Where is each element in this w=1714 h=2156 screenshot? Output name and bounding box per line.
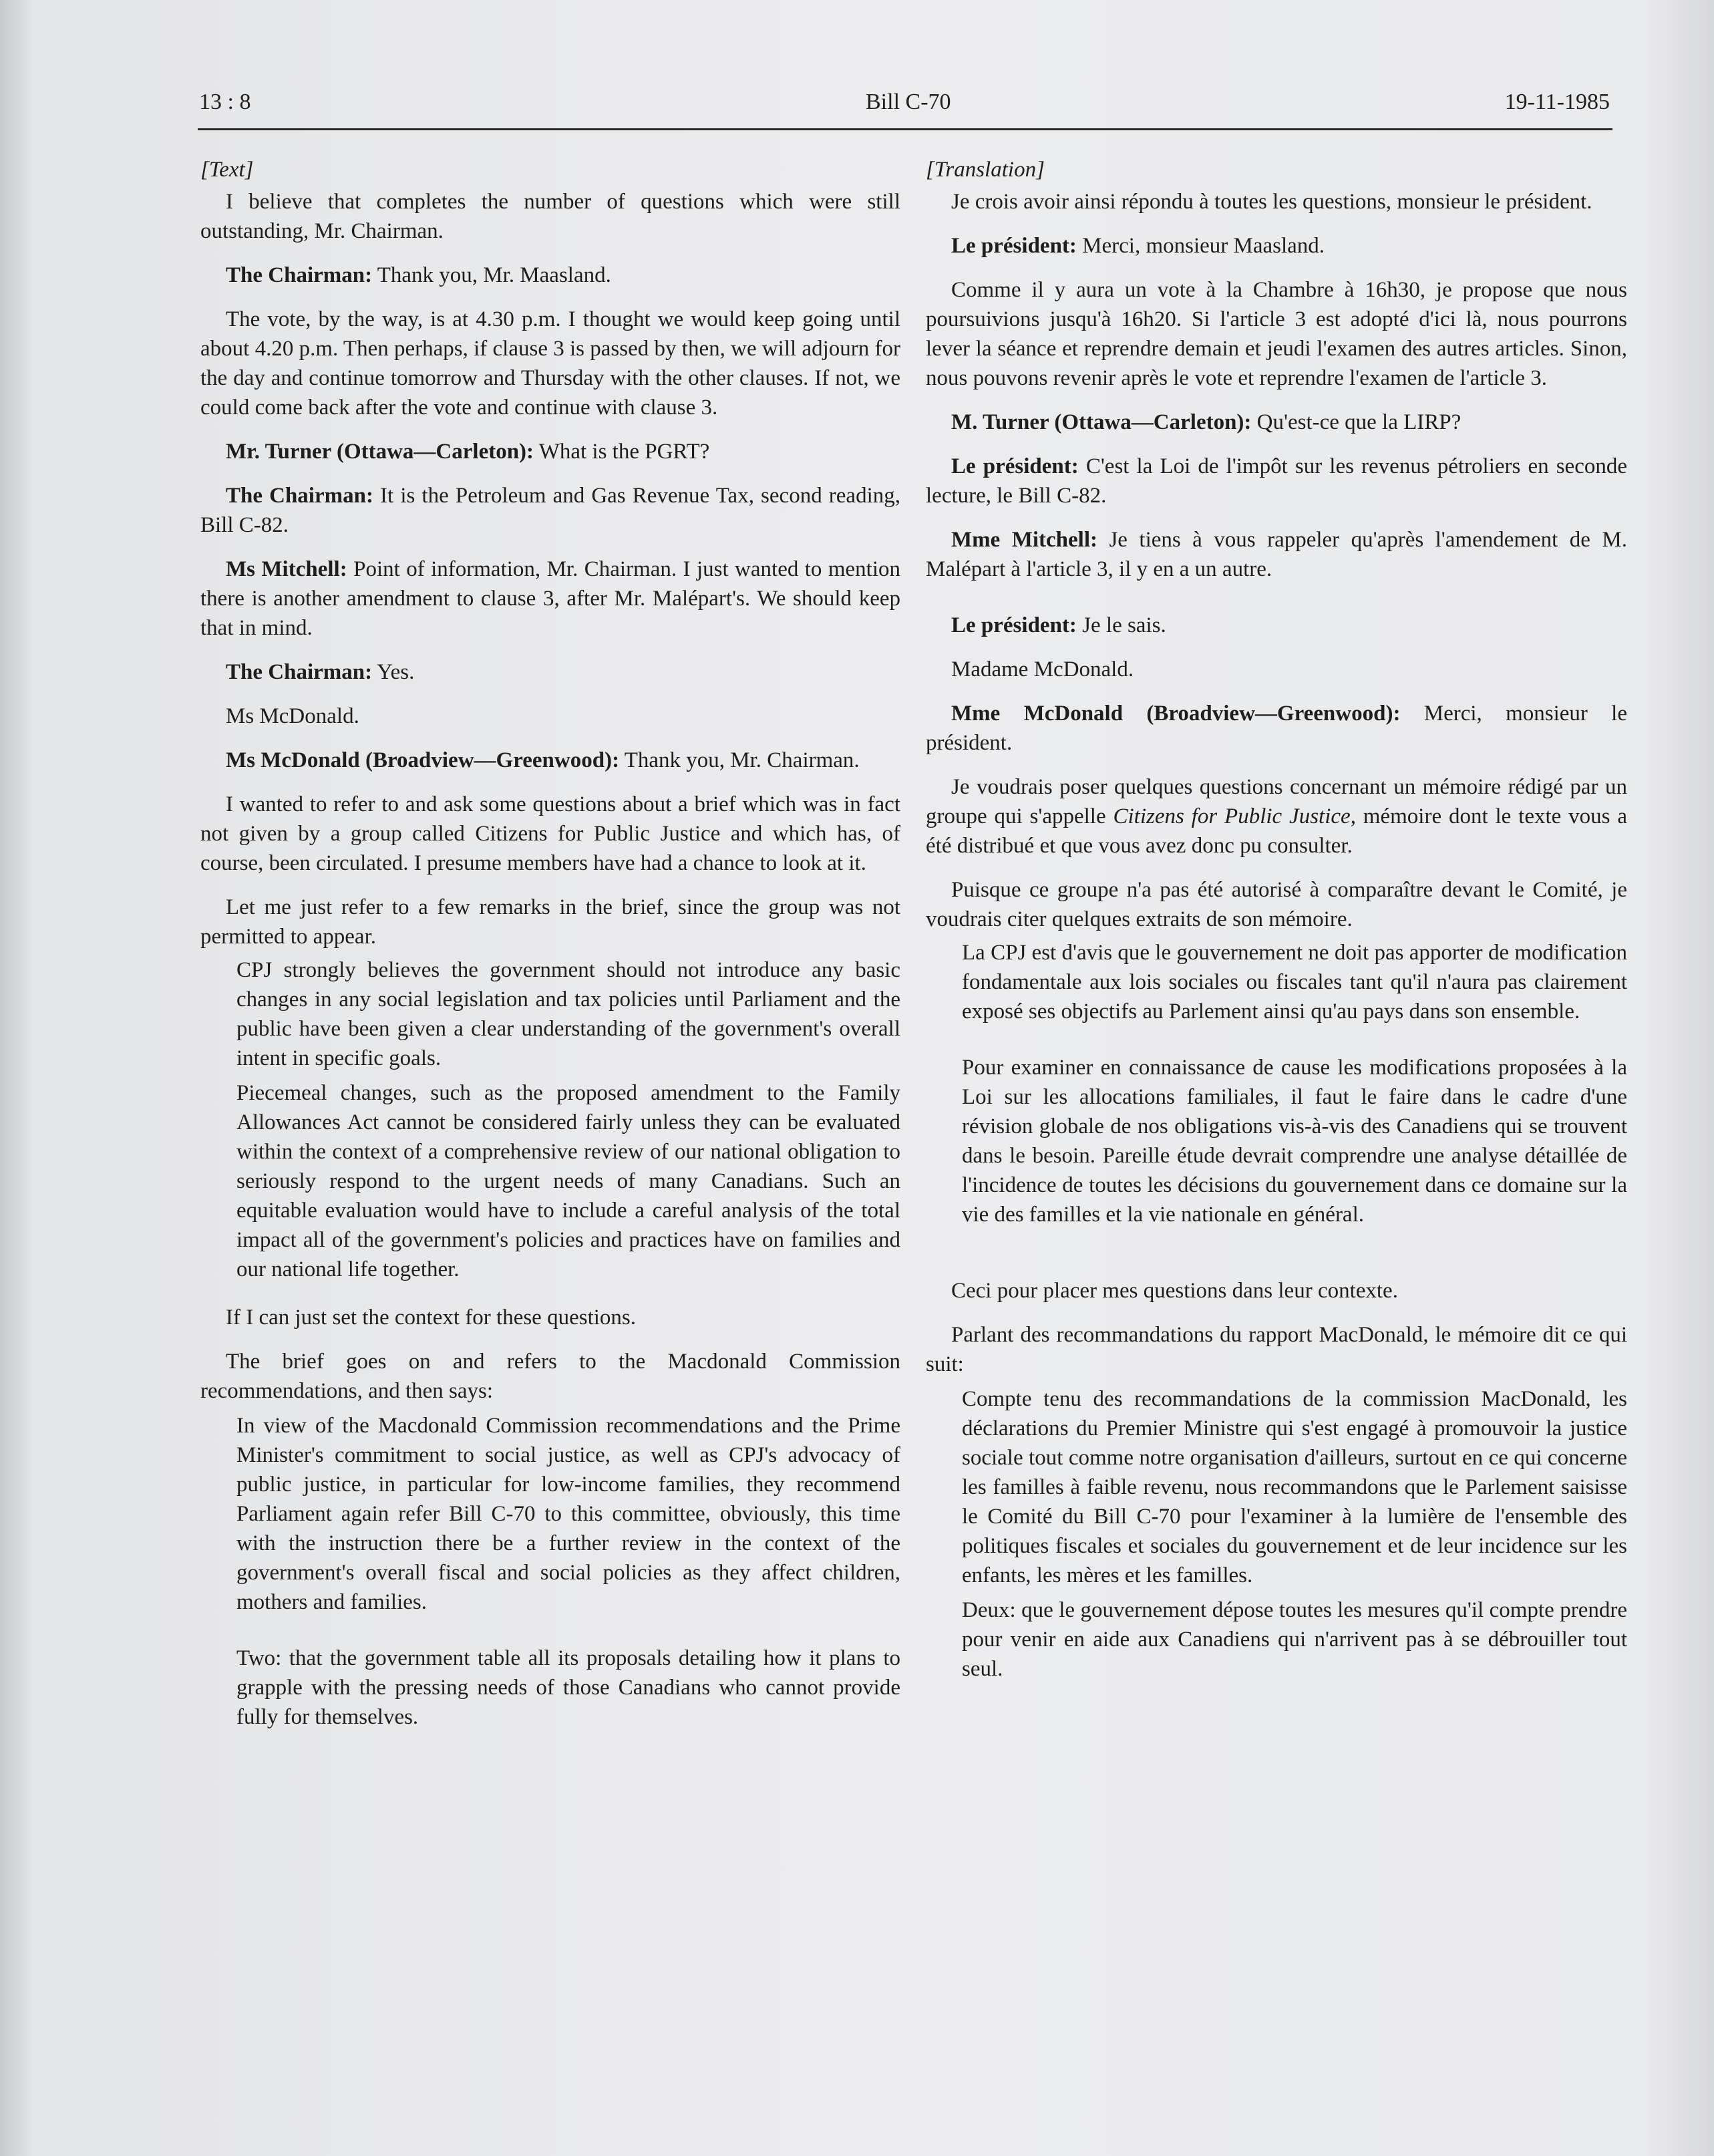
block-quote: In view of the Macdonald Commission recommendations and the Prime Minister's commitment to social justice, as well as CPJ's advocacy of public justice, in particular for low-income families, they recommend Parliament again refer Bill C-70 to this committee, obviously, this time with the instruction there be a further review in the context of the government's overall fiscal and social policies as they affect children, mothers and families. bbox=[236, 1414, 900, 1614]
paragraph: The Chairman: Yes. bbox=[226, 660, 415, 684]
paragraph: Je voudrais poser quelques questions concernant un mémoire rédigé par un groupe qui s'appelle Citizens for Public Justice, mémoire dont le texte vous a été distribué et que vous avez donc pu consulter. bbox=[926, 775, 1628, 858]
speaker-name: Mme McDonald (Broadview—Greenwood): bbox=[951, 702, 1401, 726]
paragraph: The vote, by the way, is at 4.30 p.m. I thought we would keep going until about 4.20 p.m. Then perhaps, if clause 3 is passed by then, we will adjourn for the day and continue tomorrow and Thursday with the other clauses. If not, we could come back after the vote and continue with clause 3. bbox=[200, 307, 900, 420]
paragraph: Comme il y aura un vote à la Chambre à 16h30, je propose que nous poursuivions jusqu'à 16h20. Si l'article 3 est adopté d'ici là, nous pourrons lever la séance et reprendre demain et jeudi l'examen des autres articles. Sinon, nous pouvons revenir après le vote et reprendre l'examen de l'article 3. bbox=[926, 278, 1627, 390]
paragraph: If I can just set the context for these questions. bbox=[226, 1305, 636, 1330]
paragraph: Mme Mitchell: Je tiens à vous rappeler qu'après l'amendement de M. Malépart à l'article 3, il y en a un autre. bbox=[926, 528, 1627, 581]
section-label: [Translation] bbox=[926, 158, 1045, 182]
paragraph: The Chairman: Thank you, Mr. Maasland. bbox=[226, 263, 611, 287]
page-header bbox=[198, 82, 1612, 130]
block-quote: Two: that the government table all its proposals detailing how it plans to grapple with the pressing needs of those Canadians who cannot provide fully for themselves. bbox=[236, 1646, 900, 1729]
document-title: Bill C-70 bbox=[866, 90, 951, 114]
speaker-name: M. Turner (Ottawa—Carleton): bbox=[951, 410, 1252, 434]
block-quote: Pour examiner en connaissance de cause les modifications proposées à la Loi sur les allocations familiales, il faut le faire dans le cadre d'une révision globale de nos obligations vis-à-vis des Canadiens qui se trouvent dans le besoin. Pareille étude devrait comprendre une analyse détaillée de l'incidence de toutes les décisions du gouvernement dans ce domaine sur la vie des familles et la vie nationale en général. bbox=[962, 1056, 1627, 1227]
speaker-name: The Chairman: bbox=[226, 484, 373, 508]
paragraph: Parlant des recommandations du rapport MacDonald, le mémoire dit ce qui suit: bbox=[926, 1323, 1627, 1376]
french-column bbox=[926, 155, 1627, 1689]
document-date: 19-11-1985 bbox=[1504, 90, 1610, 114]
paragraph: Mme McDonald (Broadview—Greenwood): Merci, monsieur le président. bbox=[926, 702, 1627, 755]
speaker-name: Ms Mitchell: bbox=[226, 557, 347, 581]
block-quote: CPJ strongly believes the government should not introduce any basic changes in any social legislation and tax policies until Parliament and the public have been given a clear understanding of the government's overall intent in specific goals. bbox=[236, 958, 900, 1070]
speaker-name: The Chairman: bbox=[226, 263, 373, 287]
speaker-name: Mme Mitchell: bbox=[951, 528, 1098, 552]
speaker-name: Le président: bbox=[951, 613, 1077, 637]
paragraph: The brief goes on and refers to the Macdonald Commission recommendations, and then says: bbox=[200, 1350, 900, 1403]
block-quote: Compte tenu des recommandations de la commission MacDonald, les déclarations du Premier Ministre qui s'est engagé à promouvoir la justice sociale tout comme notre organisation d'ailleurs, surtout en ce qui concerne les familles à faible revenu, nous recommandons que le Parlement saisisse le Comité du Bill C-70 pour l'examiner à la lumière de l'ensemble des politiques fiscales et sociales du gouvernement et de leur incidence sur les enfants, les mères et les familles. bbox=[962, 1387, 1627, 1587]
paragraph: Je crois avoir ainsi répondu à toutes les questions, monsieur le président. bbox=[951, 190, 1592, 214]
speaker-name: Le président: bbox=[951, 454, 1079, 478]
section-label: [Text] bbox=[200, 158, 254, 182]
paragraph: I believe that completes the number of questions which were still outstanding, Mr. Chairman. bbox=[200, 190, 900, 243]
paragraph: I wanted to refer to and ask some questions about a brief which was in fact not given by a group called Citizens for Public Justice and which has, of course, been circulated. I presume members have had a chance to look at it. bbox=[200, 792, 900, 875]
block-quote: Piecemeal changes, such as the proposed amendment to the Family Allowances Act cannot be considered fairly unless they can be evaluated within the context of a comprehensive review of our national obligation to seriously respond to the urgent needs of many Canadians. Such an equitable evaluation would have to include a careful analysis of the total impact all of the government's policies and practices have on families and our national life together. bbox=[236, 1081, 900, 1281]
paragraph: Le président: C'est la Loi de l'impôt sur les revenus pétroliers en seconde lecture, le Bill C-82. bbox=[926, 454, 1627, 508]
speaker-name: Le président: bbox=[951, 234, 1077, 258]
paragraph: M. Turner (Ottawa—Carleton): Qu'est-ce que la LIRP? bbox=[951, 410, 1462, 434]
italic-title: Citizens for Public Justice bbox=[1113, 804, 1351, 828]
paragraph: Le président: Je le sais. bbox=[951, 613, 1166, 637]
paragraph: Ms McDonald. bbox=[226, 704, 359, 728]
paragraph: Ms Mitchell: Point of information, Mr. Chairman. I just wanted to mention there is another amendment to clause 3, after Mr. Malépart's. We should keep that in mind. bbox=[200, 557, 900, 640]
speaker-name: Ms McDonald (Broadview—Greenwood): bbox=[226, 748, 620, 772]
paragraph: Madame McDonald. bbox=[951, 657, 1134, 681]
paragraph: Let me just refer to a few remarks in the brief, since the group was not permitted to appear. bbox=[200, 895, 900, 949]
block-quote: La CPJ est d'avis que le gouvernement ne doit pas apporter de modification fondamentale aux lois sociales ou fiscales tant qu'il n'aura pas clairement exposé ses objectifs au Parlement ainsi qu'au pays dans son ensemble. bbox=[962, 941, 1627, 1024]
paragraph: Puisque ce groupe n'a pas été autorisé à comparaître devant le Comité, je voudrais citer quelques extraits de son mémoire. bbox=[926, 878, 1627, 931]
english-column bbox=[200, 155, 900, 1737]
speaker-name: Mr. Turner (Ottawa—Carleton): bbox=[226, 440, 534, 464]
paragraph: Le président: Merci, monsieur Maasland. bbox=[951, 234, 1325, 258]
paragraph: Ceci pour placer mes questions dans leur contexte. bbox=[951, 1279, 1398, 1303]
speaker-name: The Chairman: bbox=[226, 660, 373, 684]
paragraph: Mr. Turner (Ottawa—Carleton): What is the PGRT? bbox=[226, 440, 710, 464]
paragraph: Ms McDonald (Broadview—Greenwood): Thank you, Mr. Chairman. bbox=[226, 748, 860, 772]
page-number: 13 : 8 bbox=[199, 90, 251, 114]
block-quote: Deux: que le gouvernement dépose toutes les mesures qu'il compte prendre pour venir en aide aux Canadiens qui n'arrivent pas à se débrouiller tout seul. bbox=[962, 1598, 1627, 1681]
paragraph: The Chairman: It is the Petroleum and Gas Revenue Tax, second reading, Bill C-82. bbox=[200, 484, 900, 537]
